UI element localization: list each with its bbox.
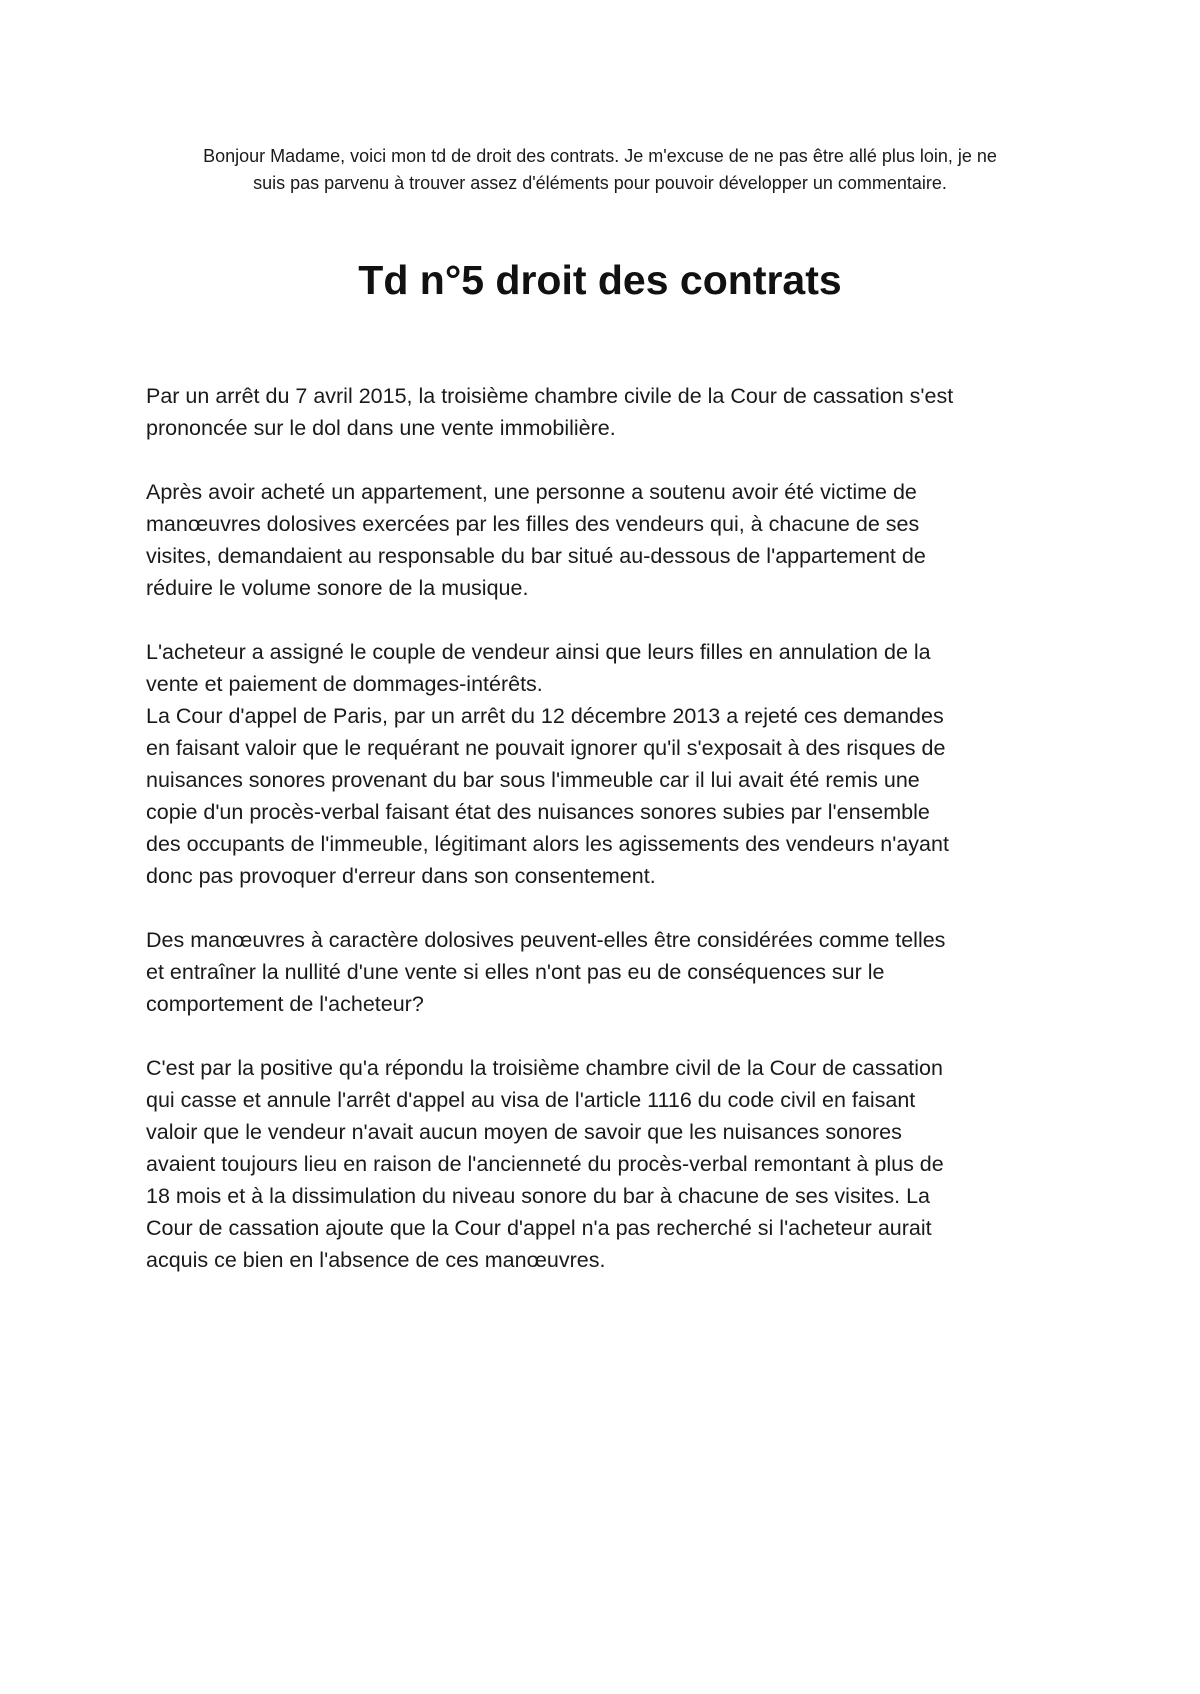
text-line: Par un arrêt du 7 avril 2015, la troisième chambre civile de la Cour de cassation s'est: [146, 384, 954, 408]
text-line: réduire le volume sonore de la musique.: [146, 576, 529, 600]
text-line: nuisances sonores provenant du bar sous l'immeuble car il lui avait été remis une: [146, 768, 920, 792]
text-line: C'est par la positive qu'a répondu la troisième chambre civil de la Cour de cassation: [146, 1056, 943, 1080]
paragraph-appeal: [146, 700, 1106, 892]
text-line: comportement de l'acheteur?: [146, 992, 424, 1016]
text-line: 18 mois et à la dissimulation du niveau sonore du bar à chacune de ses visites. La: [146, 1184, 931, 1208]
text-line: La Cour d'appel de Paris, par un arrêt du 12 décembre 2013 a rejeté ces demandes: [146, 704, 944, 728]
text-line: en faisant valoir que le requérant ne pouvait ignorer qu'il s'exposait à des risques de: [146, 736, 946, 760]
text-line: Des manœuvres à caractère dolosives peuvent-elles être considérées comme telles: [146, 928, 946, 952]
intro-note: [140, 143, 1060, 197]
text-line: qui casse et annule l'arrêt d'appel au visa de l'article 1116 du code civil en faisant: [146, 1088, 916, 1112]
text-line: acquis ce bien en l'absence de ces manœuvres.: [146, 1248, 606, 1272]
intro-note-line: suis pas parvenu à trouver assez d'éléments pour pouvoir développer un commentaire.: [253, 173, 947, 193]
text-line: manœuvres dolosives exercées par les filles des vendeurs qui, à chacune de ses: [146, 512, 920, 536]
text-line: des occupants de l'immeuble, légitimant alors les agissements des vendeurs n'ayant: [146, 832, 949, 856]
text-line: valoir que le vendeur n'avait aucun moyen de savoir que les nuisances sonores: [146, 1120, 902, 1144]
text-line: prononcée sur le dol dans une vente immobilière.: [146, 416, 616, 440]
text-line: Après avoir acheté un appartement, une personne a soutenu avoir été victime de: [146, 480, 917, 504]
text-line: copie d'un procès-verbal faisant état des nuisances sonores subies par l'ensemble: [146, 800, 930, 824]
text-line: vente et paiement de dommages-intérêts.: [146, 672, 543, 696]
text-line: Cour de cassation ajoute que la Cour d'appel n'a pas recherché si l'acheteur aurait: [146, 1216, 932, 1240]
paragraph-procedure: [146, 636, 1106, 700]
text-line: avaient toujours lieu en raison de l'ancienneté du procès-verbal remontant à plus de: [146, 1152, 944, 1176]
paragraph-intro: [146, 380, 1106, 444]
document-title: Td n°5 droit des contrats: [358, 257, 842, 303]
text-line: L'acheteur a assigné le couple de vendeur ainsi que leurs filles en annulation de la: [146, 640, 931, 664]
paragraph-question: [146, 924, 1106, 1020]
text-line: et entraîner la nullité d'une vente si elles n'ont pas eu de conséquences sur le: [146, 960, 885, 984]
intro-note-line: Bonjour Madame, voici mon td de droit des contrats. Je m'excuse de ne pas être allé plus loin, je ne: [203, 146, 997, 166]
paragraph-solution: [146, 1052, 1106, 1276]
document-body: [146, 380, 1106, 1276]
text-line: visites, demandaient au responsable du bar situé au-dessous de l'appartement de: [146, 544, 926, 568]
paragraph-facts: [146, 476, 1106, 604]
text-line: donc pas provoquer d'erreur dans son consentement.: [146, 864, 656, 888]
